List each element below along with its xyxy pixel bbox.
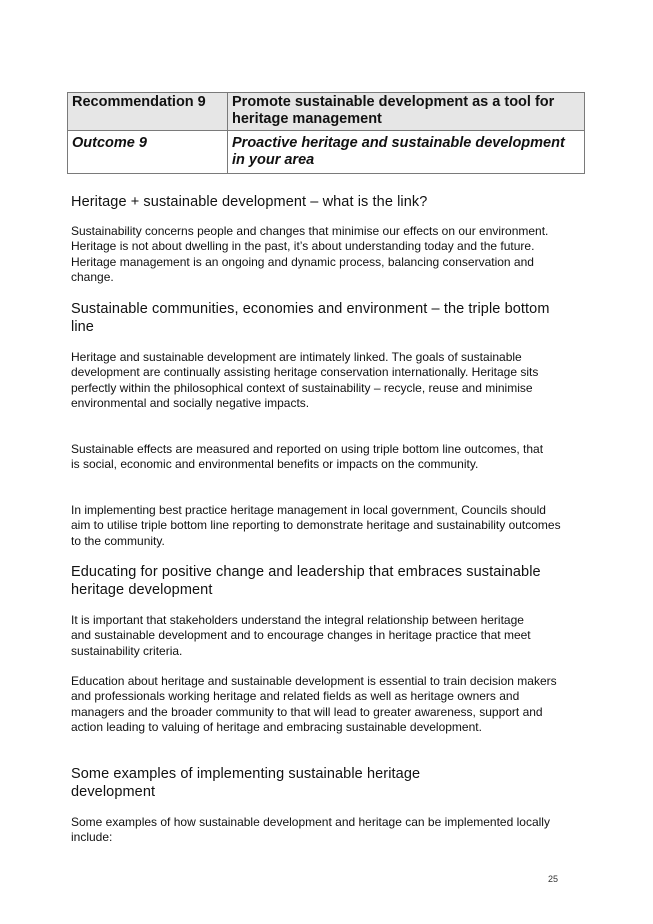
recommendation-text: Promote sustainable development as a tool for heritage management bbox=[228, 93, 585, 131]
section-paragraph: It is important that stakeholders understand the integral relationship between heritage and sustainable development and to encourage changes in heritage practice that meet sustainability criteria. bbox=[71, 613, 531, 658]
outcome-label: Outcome 9 bbox=[68, 131, 228, 174]
outcome-row bbox=[68, 131, 585, 174]
section-paragraph: Sustainable effects are measured and reported on using triple bottom line outcomes, that is social, economic and environmental benefits or impacts on the community. bbox=[71, 442, 544, 472]
document-page bbox=[71, 92, 589, 845]
section-paragraph: Heritage and sustainable development are intimately linked. The goals of sustainable development are continually assisting heritage conservation internationally. Heritage sits perfectly within the philosophical context of sustainability – recycle, reuse and minimise environmental and socially negative impacts. bbox=[71, 350, 539, 410]
recommendation-table bbox=[67, 92, 585, 174]
recommendation-row bbox=[68, 93, 585, 131]
section-paragraph: Sustainability concerns people and changes that minimise our effects on our environment. Heritage is not about dwelling in the past, it’s about understanding today and the future. Heritage management is an ongoing and dynamic process, balancing conservation and change. bbox=[71, 224, 549, 284]
section-heading: Some examples of implementing sustainable heritage development bbox=[71, 766, 421, 800]
section-paragraph: In implementing best practice heritage management in local government, Councils should aim to utilise triple bottom line reporting to demonstrate heritage and sustainability outcomes to the community. bbox=[71, 503, 561, 548]
section-paragraph: Some examples of how sustainable development and heritage can be implemented locally include: bbox=[71, 815, 550, 845]
page-number: 25 bbox=[548, 874, 559, 884]
recommendation-label: Recommendation 9 bbox=[68, 93, 228, 131]
section-heading: Sustainable communities, economies and environment – the triple bottom line bbox=[71, 301, 550, 335]
outcome-text: Proactive heritage and sustainable development in your area bbox=[228, 131, 585, 174]
section-paragraph: Education about heritage and sustainable development is essential to train decision makers and professionals working heritage and related fields as well as heritage owners and managers and the broader community to that will lead to greater awareness, support and action leading to valuing of heritage and embracing sustainable development. bbox=[71, 674, 557, 734]
section-heading: Heritage + sustainable development – what is the link? bbox=[71, 194, 428, 210]
section-heading: Educating for positive change and leadership that embraces sustainable heritage development bbox=[71, 564, 541, 598]
